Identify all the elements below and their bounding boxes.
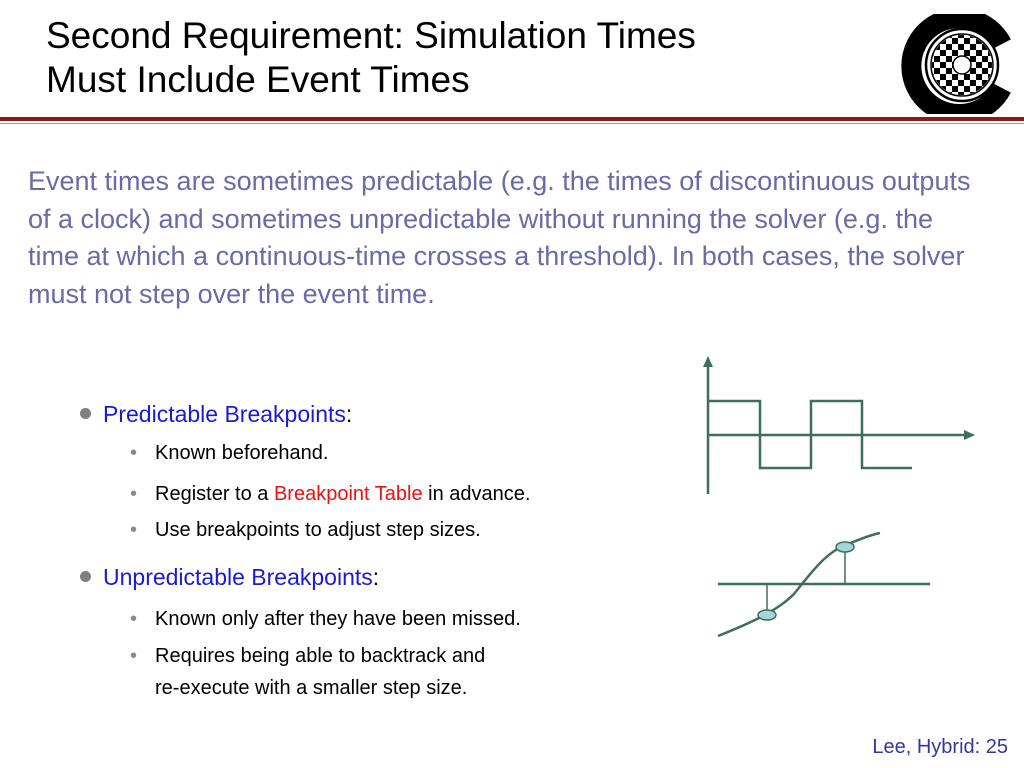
breakpoint-dot-icon [758, 610, 776, 620]
threshold-crossing-diagram [710, 528, 940, 643]
bullet-dot-icon [80, 408, 91, 419]
small-dot-icon: • [130, 519, 138, 541]
title-line-2: Must Include Event Times [46, 59, 470, 100]
bullet-predictable-breakpoints: Predictable Breakpoints: [80, 400, 352, 428]
slide-footer: Lee, Hybrid: 25 [872, 736, 1008, 758]
y-axis-arrow-icon [703, 356, 713, 367]
clock-waveform-diagram [690, 352, 980, 497]
slide-title [46, 14, 866, 102]
sub-bullet: • Use breakpoints to adjust step sizes. [130, 519, 481, 541]
breakpoint-dot-icon [836, 542, 854, 552]
sub-bullet: • Requires being able to backtrack and [130, 645, 486, 667]
title-divider [0, 117, 1024, 121]
sub-bullet: • Known beforehand. [130, 442, 329, 464]
intro-paragraph: Event times are sometimes predictable (e.g. the times of discontinuous outputs of a clock) and sometimes unpredictable without running the solver (e.g. the time at which a continuous-time crosses a threshold). In both cases, the solver must not step over the event time. [28, 166, 971, 309]
breakpoint-table-highlight: Breakpoint Table [273, 483, 423, 505]
chess-c-logo-icon [892, 14, 1018, 114]
bullet-unpredictable-breakpoints: Unpredictable Breakpoints: [80, 563, 379, 591]
title-line-1: Second Requirement: Simulation Times [46, 15, 696, 56]
bullet-dot-icon [80, 571, 91, 582]
bullet-heading: Unpredictable Breakpoints [103, 564, 373, 590]
small-dot-icon: • [130, 483, 138, 505]
small-dot-icon: • [130, 645, 138, 667]
bullet-heading: Predictable Breakpoints [103, 401, 346, 427]
small-dot-icon: • [130, 608, 138, 630]
sub-bullet: • Known only after they have been missed. [130, 608, 521, 630]
small-dot-icon: • [130, 442, 138, 464]
x-axis-arrow-icon [964, 430, 975, 440]
sub-bullet: • Register to a Breakpoint Table in advance. [130, 483, 531, 505]
sub-bullet-continuation: re-execute with a smaller step size. [155, 677, 468, 699]
title-divider-thin [0, 123, 1024, 124]
